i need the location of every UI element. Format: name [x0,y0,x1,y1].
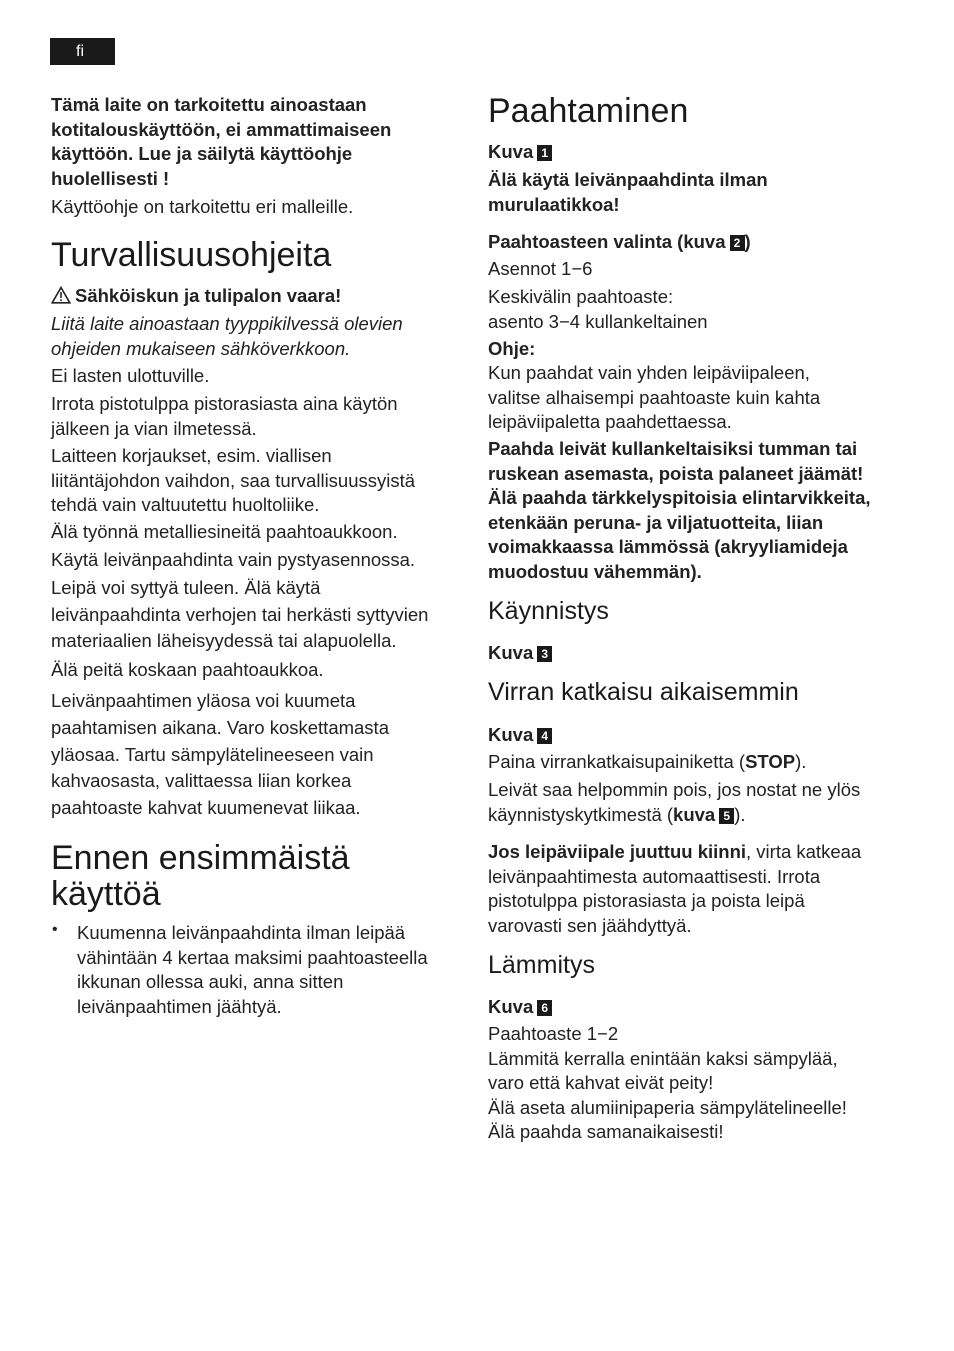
figure-label: Kuva [488,996,534,1017]
bullet-line: Kuumenna leivänpaahdinta ilman leipää [77,922,406,943]
text-line: Irrota pistotulppa pistorasiasta aina käytön [51,393,398,414]
children-note: Ei lasten ulottuville. [51,365,210,386]
lift-instruction [488,778,908,827]
text-line: Älä aseta alumiinipaperia sämpylätelineelle! [488,1096,847,1118]
bullet-line: vähintään 4 kertaa maksimi paahtoasteella [77,946,428,968]
figure-label: kuva [673,803,716,825]
text-line: Keskivälin paahtoaste: [488,286,674,307]
text-line: materiaalien läheisyydessä tai alapuolella. [51,630,397,651]
text-line [488,803,908,828]
bullet-line: ikkunan ollessa auki, anna sitten [77,971,344,992]
intro-line: kotitalouskäyttöön, ei ammattimaiseen [51,118,392,140]
positions-text: Asennot 1−6 [488,258,593,279]
mains-instruction [51,312,451,361]
stop-word: STOP [745,751,796,772]
warning-triangle-icon [51,286,71,304]
hot-surface-note [51,688,451,822]
shock-warning [51,284,451,309]
bold-line: Älä käytä leivänpaahdinta ilman [488,169,768,190]
text-line: varovasti sen jäähdyttyä. [488,914,692,936]
acrylamide-warning [488,437,908,584]
intro-line: käyttöön. Lue ja säilytä käyttöohje [51,143,353,164]
jam-note [488,840,908,938]
text-part: ). [734,803,746,825]
bold-line: muodostuu vähemmän). [488,560,702,582]
subheading-text: ) [744,231,751,252]
intro-line: Tämä laite on tarkoitettu ainoastaan [51,94,367,115]
text-line: Laitteen korjaukset, esim. viallisen [51,445,332,466]
warming-text [488,1022,908,1145]
intro-note: Käyttöohje on tarkoitettu eri malleille. [51,196,354,217]
text-line: Paahtoaste 1−2 [488,1023,619,1044]
bold-line: ruskean asemasta, poista palaneet jäämät! [488,462,864,484]
text-line: leivänpaahdinta verhojen tai herkästi syttyvien [51,603,429,625]
bold-line: voimakkaassa lämmössä (akryyliamideja [488,536,848,557]
text-line: jälkeen ja vian ilmetessä. [51,417,257,439]
heading-line: Ennen ensimmäistä [51,839,350,877]
text-line [488,840,908,865]
safety-heading: Turvallisuusohjeita [51,236,332,274]
subheading-text: Paahtoasteen valinta (kuva [488,231,726,252]
bullet-dot: • [52,921,58,938]
cover-note: Älä peitä koskaan paahtoaukkoa. [51,659,324,680]
figure-number-badge: 6 [537,1000,552,1016]
intro-line: huolellisesti ! [51,167,170,189]
crumb-tray-warning [488,168,908,217]
italic-line: ohjeiden mukaiseen sähköverkkoon. [51,337,351,359]
figure-number-badge: 5 [719,808,734,824]
stop-instruction [488,750,908,775]
text-line: Lämmitä kerralla enintään kaksi sämpylää, [488,1047,838,1069]
text-line: leipäviipaletta paahdettaessa. [488,411,732,432]
text-line: Leipä voi syttyä tuleen. Älä käytä [51,577,321,598]
first-use-heading [51,840,451,912]
medium-degree-text [488,285,908,334]
text-line: pistotulppa pistorasiasta ja poista leipä [488,890,805,911]
text-line: yläosaa. Tartu sämpylätelineeseen vain [51,743,374,765]
bullet-line: leivänpaahtimen jäähtyä. [77,995,282,1017]
text-part: , virta katkeaa [746,841,862,862]
left-column [51,0,451,1017]
fire-note [51,575,451,655]
unplug-note [51,392,451,441]
figure-number-badge: 4 [537,728,552,744]
hint-label: Ohje: [488,338,536,359]
cancel-heading: Virran katkaisu aikaisemmin [488,678,799,706]
bold-line: Älä paahda tärkkelyspitoisia elintarvikkeita, [488,487,871,508]
text-line: paahtamisen aikana. Varo koskettamasta [51,716,389,738]
repairs-note [51,444,451,518]
heading-line: käyttöä [51,875,161,913]
text-line: Älä paahda samanaikaisesti! [488,1121,724,1142]
figure-label: Kuva [488,141,534,162]
text-part: Paina virrankatkaisupainiketta ( [488,751,746,772]
text-line: tehdä vain valtuutettu huoltoliike. [51,494,320,515]
text-line: valitse alhaisempi paahtoaste kuin kahta [488,386,821,408]
text-line: paahtoaste kahvat kuumenevat liikaa. [51,797,361,819]
text-line: Leivät saa helpommin pois, jos nostat ne ylös [488,779,861,800]
figure-number-badge: 1 [537,145,552,161]
figure-label: Kuva [488,642,534,663]
figure-ref-1 [488,140,908,165]
italic-line: Liitä laite ainoastaan tyyppikilvessä olevien [51,313,403,334]
degree-select-label [488,230,908,255]
text-line: Kun paahdat vain yhden leipäviipaleen, [488,362,810,383]
warming-heading: Lämmitys [488,951,595,979]
text-line: liitäntäjohdon vaihdon, saa turvallisuussyistä [51,469,416,491]
language-badge: fi [50,38,115,65]
figure-ref-4 [488,723,908,748]
bold-line: Paahda leivät kullankeltaisiksi tumman tai [488,438,858,459]
first-use-bullet [51,921,451,1019]
jam-bold: Jos leipäviipale juuttuu kiinni [488,841,747,862]
text-line: Leivänpaahtimen yläosa voi kuumeta [51,690,356,711]
figure-number-badge: 2 [730,235,745,251]
figure-number-badge: 3 [537,646,552,662]
hint-text [488,361,908,435]
warning-label: Sähköiskun ja tulipalon vaara! [75,285,342,306]
toasting-heading: Paahtaminen [488,92,689,130]
figure-ref-6 [488,995,908,1020]
startup-heading: Käynnistys [488,597,609,625]
text-part: käynnistyskytkimestä ( [488,803,674,825]
text-line: varo että kahvat eivät peity! [488,1072,714,1093]
intro-bold [51,93,451,191]
text-line: kahvaosasta, valittaessa liian korkea [51,770,352,792]
metal-note: Älä työnnä metalliesineitä paahtoaukkoon. [51,521,398,542]
bold-line: etenkään peruna- ja viljatuotteita, liian [488,511,824,533]
figure-ref-3 [488,641,908,666]
text-line: leivänpaahtimesta automaattisesti. Irrota [488,865,821,887]
bold-line: murulaatikkoa! [488,193,620,215]
text-part: ). [795,751,807,772]
text-line: asento 3−4 kullankeltainen [488,310,708,332]
upright-note: Käytä leivänpaahdinta vain pystyasennossa. [51,549,416,570]
figure-label: Kuva [488,724,534,745]
